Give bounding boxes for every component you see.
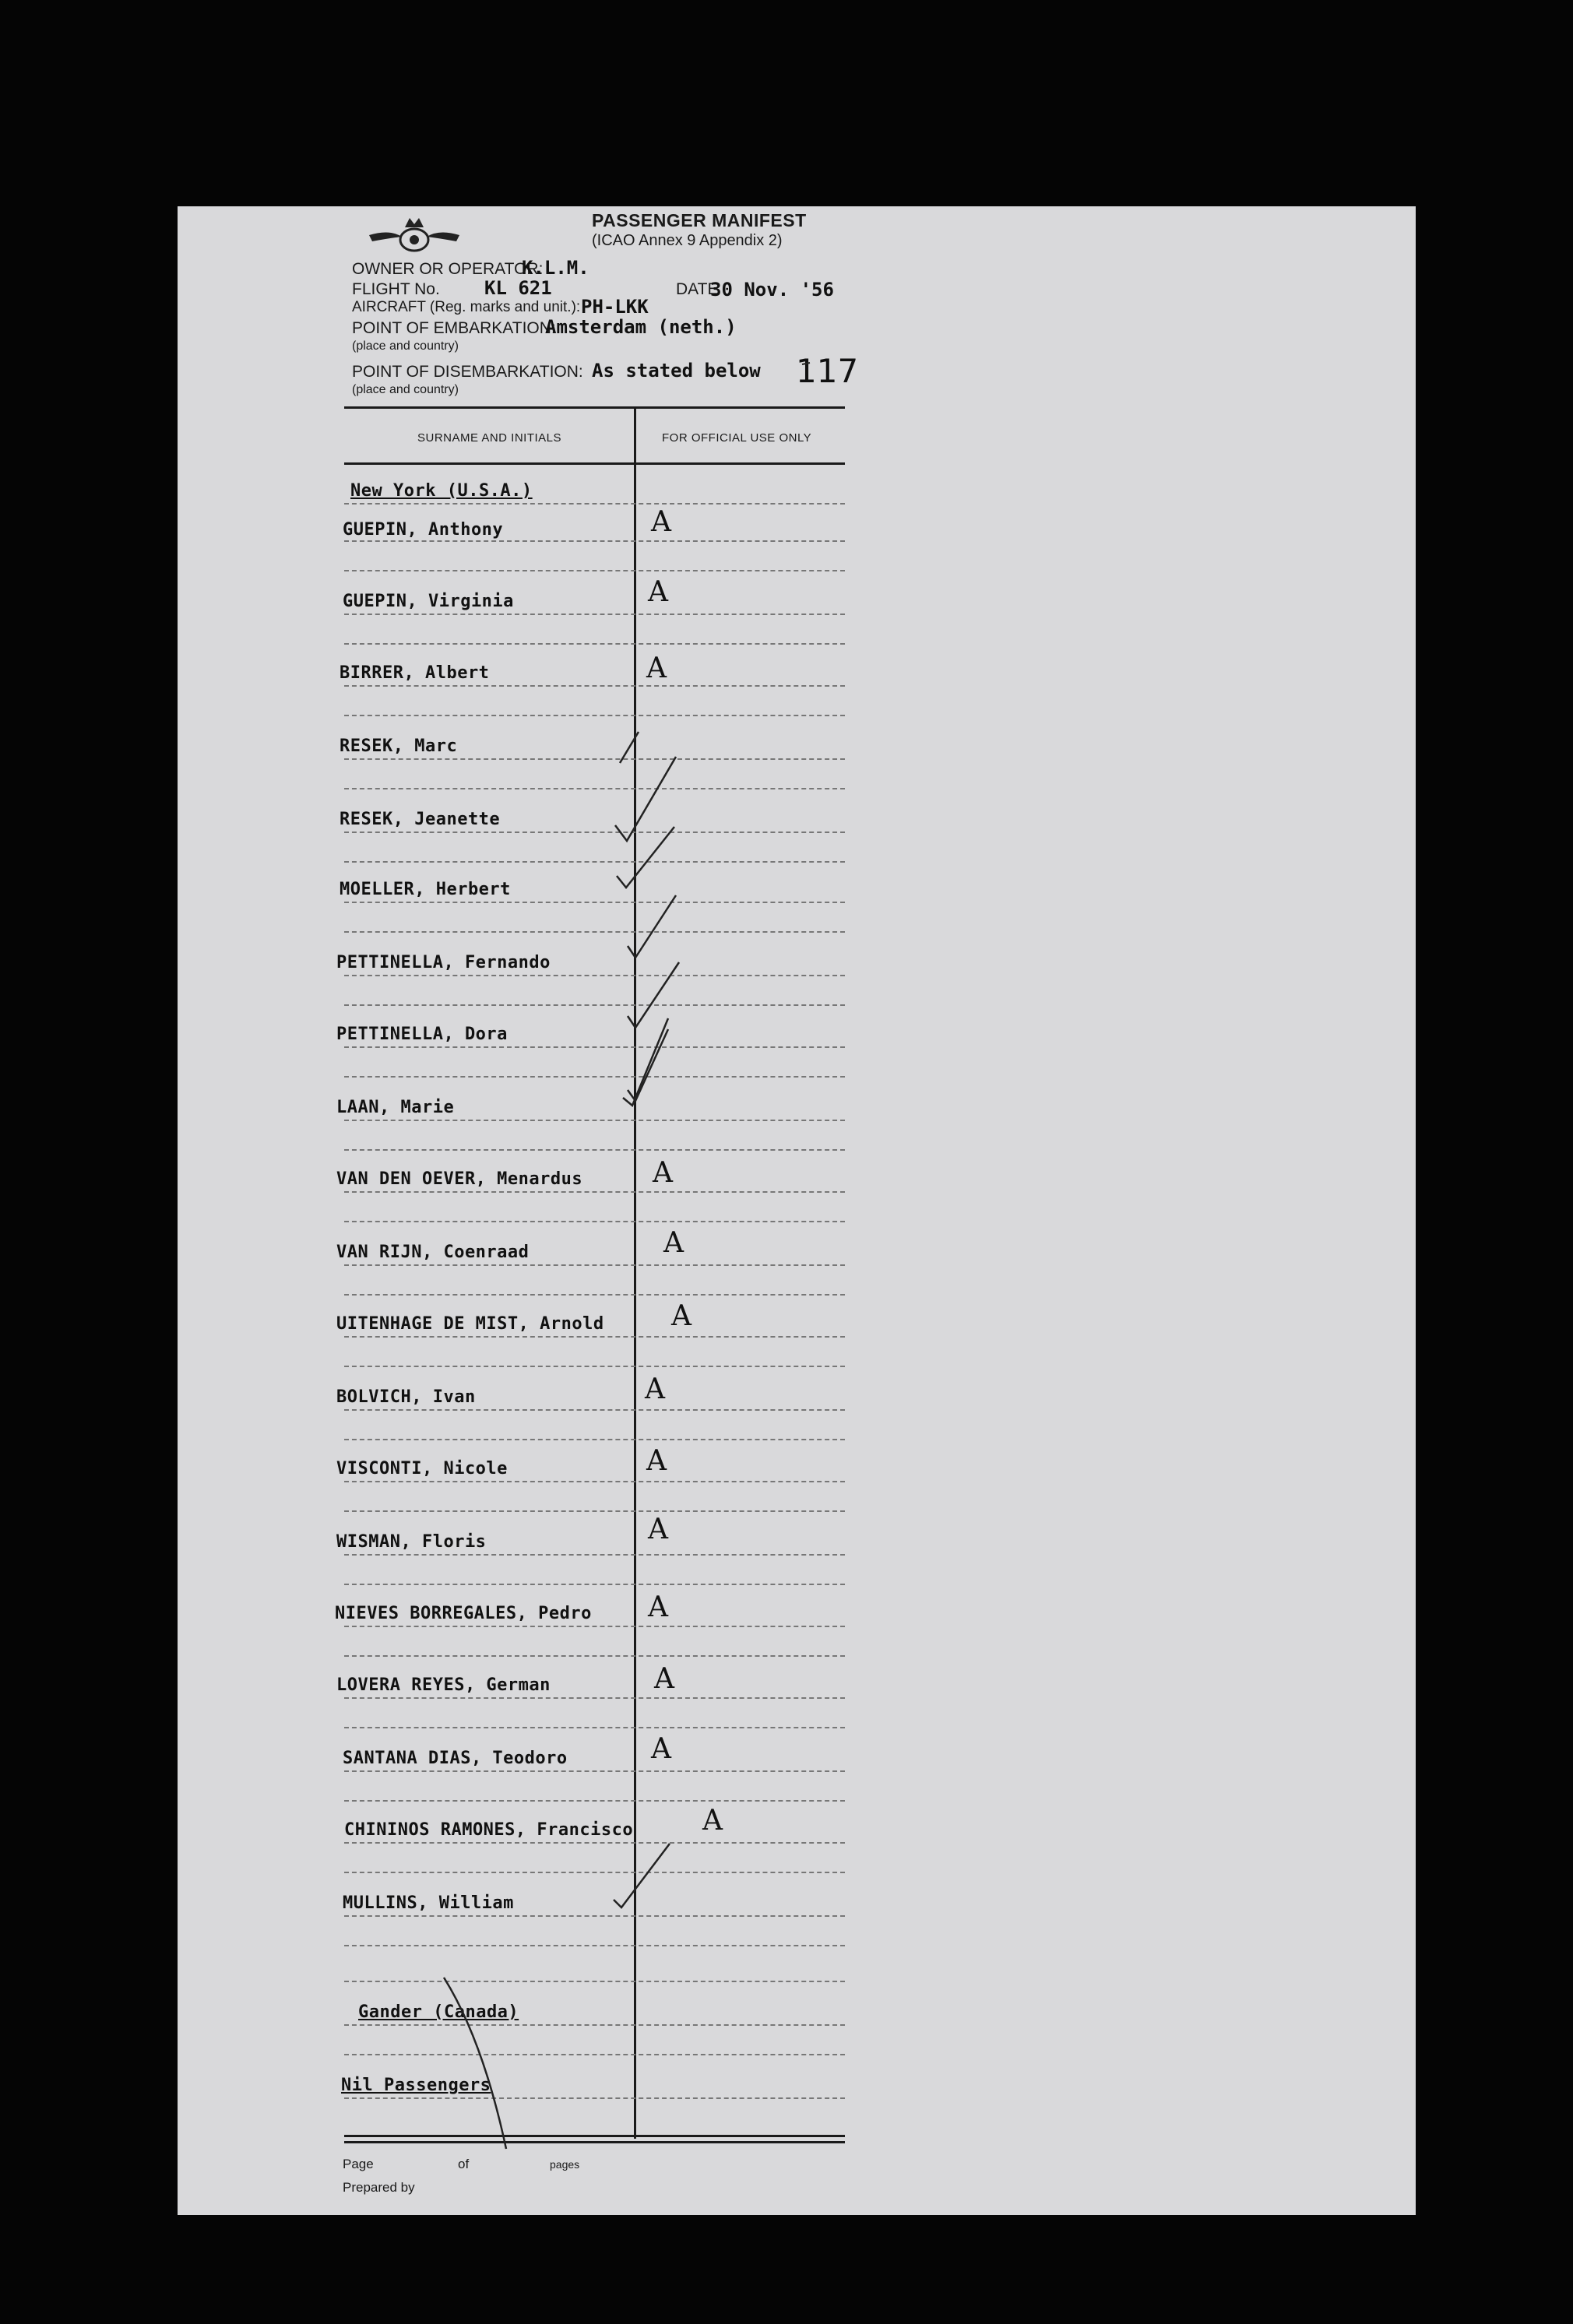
date-label: DATE <box>676 280 719 298</box>
passenger-row-10: VAN DEN OEVER, Menardus <box>336 1169 583 1189</box>
page-stamp-number: 117 <box>796 352 859 390</box>
passenger-row-8: PETTINELLA, Dora <box>336 1025 508 1044</box>
manifest-subtitle: (ICAO Annex 9 Appendix 2) <box>592 232 783 249</box>
embarkation-label: POINT OF EMBARKATION: <box>352 319 556 337</box>
official-mark-1: A <box>651 506 671 538</box>
passenger-row-20: MULLINS, William <box>343 1893 514 1913</box>
passenger-row-6: MOELLER, Herbert <box>340 880 511 899</box>
passenger-row-14: VISCONTI, Nicole <box>336 1459 508 1478</box>
owner-value: K.L.M. <box>522 257 589 279</box>
flight-label: FLIGHT No. <box>352 280 440 298</box>
date-value: 30 Nov. '56 <box>710 279 834 301</box>
passenger-row-9: LAAN, Marie <box>336 1098 455 1117</box>
official-mark-16: A <box>648 1591 668 1623</box>
aircraft-value: PH-LKK <box>581 296 649 318</box>
passenger-row-7: PETTINELLA, Fernando <box>336 953 551 972</box>
passenger-row-5: RESEK, Jeanette <box>340 810 501 829</box>
passenger-row-18: SANTANA DIAS, Teodoro <box>343 1749 568 1768</box>
aircraft-label: AIRCRAFT (Reg. marks and unit.): <box>352 299 581 315</box>
passenger-row-3: BIRRER, Albert <box>340 663 490 683</box>
passenger-row-17: LOVERA REYES, German <box>336 1675 551 1695</box>
disembarkation-note: (place and country) <box>352 383 459 396</box>
column-header-official: FOR OFFICIAL USE ONLY <box>662 431 812 445</box>
page-label: Page <box>343 2157 374 2171</box>
manifest-title: PASSENGER MANIFEST <box>592 210 807 230</box>
embarkation-note: (place and country) <box>352 339 459 353</box>
passenger-row-16: NIEVES BORREGALES, Pedro <box>335 1604 592 1623</box>
disembarkation-value: As stated below <box>592 360 761 381</box>
official-mark-18: A <box>651 1733 671 1765</box>
passenger-row-13: BOLVICH, Ivan <box>336 1387 476 1407</box>
embarkation-value: Amsterdam (neth.) <box>545 316 737 338</box>
passenger-row-1: GUEPIN, Anthony <box>343 520 504 540</box>
passenger-row-11: VAN RIJN, Coenraad <box>336 1243 530 1262</box>
owner-label: OWNER OR OPERATOR: <box>352 260 544 278</box>
disembarkation-label: POINT OF DISEMBARKATION: <box>352 363 583 381</box>
official-mark-14: A <box>646 1445 667 1477</box>
column-header-name: SURNAME AND INITIALS <box>417 431 562 445</box>
section-heading-new-york: New York (U.S.A.) <box>350 481 533 501</box>
section-heading-gander: Gander (Canada) <box>358 2002 519 2022</box>
nil-passengers-note: Nil Passengers <box>341 2076 491 2095</box>
passenger-row-15: WISMAN, Floris <box>336 1532 487 1552</box>
official-mark-10: A <box>653 1157 673 1189</box>
official-mark-15: A <box>648 1514 668 1545</box>
of-label: of <box>458 2157 470 2171</box>
official-mark-12: A <box>671 1300 691 1332</box>
passenger-row-12: UITENHAGE DE MIST, Arnold <box>336 1314 604 1334</box>
official-mark-3: A <box>646 652 667 684</box>
official-mark-11: A <box>663 1227 684 1259</box>
passenger-row-2: GUEPIN, Virginia <box>343 592 514 611</box>
official-mark-2: A <box>648 576 668 608</box>
official-mark-13: A <box>645 1373 665 1405</box>
official-mark-17: A <box>654 1663 674 1695</box>
passenger-row-19: CHININOS RAMONES, Francisco <box>344 1820 634 1840</box>
passenger-row-4: RESEK, Marc <box>340 737 458 756</box>
pages-label: pages <box>550 2158 580 2171</box>
official-mark-19: A <box>702 1805 723 1837</box>
flight-value: KL 621 <box>484 277 552 299</box>
prepared-by-label: Prepared by <box>343 2180 415 2195</box>
